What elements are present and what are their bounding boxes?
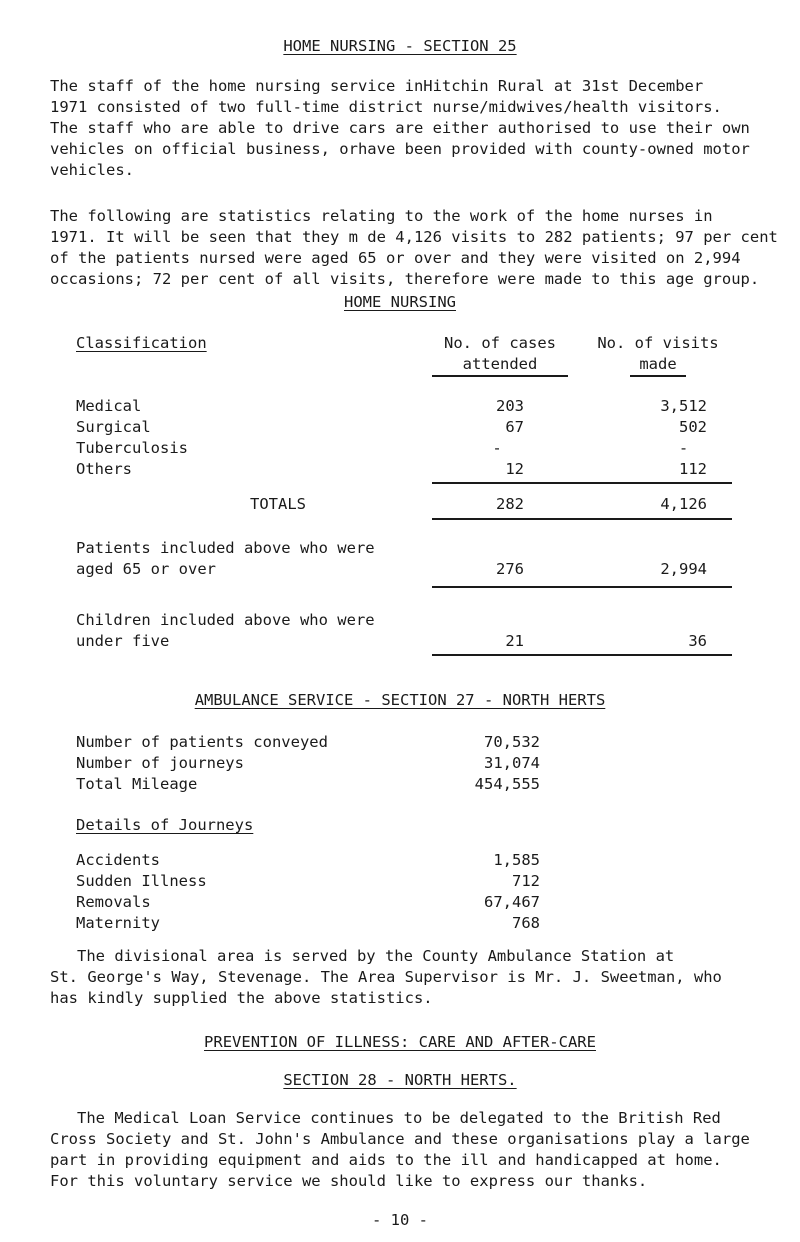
totals-visits: 4,126: [660, 495, 707, 513]
row-visits: 3,512: [660, 397, 707, 415]
row-cases: 203: [496, 397, 524, 415]
summary-label: Number of patients conveyed: [76, 733, 328, 751]
prevention-heading: PREVENTION OF ILLNESS: CARE AND AFTER-CARE: [204, 1033, 596, 1051]
header-underline: [630, 375, 686, 377]
aged-visits: 2,994: [660, 560, 707, 578]
text-line: occasions; 72 per cent of all visits, therefore were made to this age group.: [50, 270, 760, 288]
totals-rule: [432, 518, 732, 520]
detail-value: 768: [512, 914, 540, 932]
text-line: St. George's Way, Stevenage. The Area Supervisor is Mr. J. Sweetman, who: [50, 968, 722, 986]
ambulance-paragraph: [50, 946, 785, 1009]
totals-label: TOTALS: [250, 495, 306, 513]
col-header-visits: No. of visits: [597, 334, 719, 352]
text-line: Cross Society and St. John's Ambulance and these organisations play a large: [50, 1130, 750, 1148]
ambulance-heading: AMBULANCE SERVICE - SECTION 27 - NORTH HERTS: [194, 691, 606, 709]
details-heading: Details of Journeys: [76, 816, 254, 834]
children-rule: [432, 654, 732, 656]
text-line: The staff who are able to drive cars are either authorised to use their own: [50, 119, 750, 137]
detail-label: Sudden Illness: [76, 872, 207, 890]
text-line: has kindly supplied the above statistics.: [50, 989, 433, 1007]
row-cases: 67: [505, 418, 524, 436]
row-cases: 12: [505, 460, 524, 478]
detail-value: 1,585: [493, 851, 540, 869]
summary-value: 70,532: [484, 733, 540, 751]
prevention-paragraph: [50, 1108, 785, 1192]
children-visits: 36: [688, 632, 707, 650]
children-cases: 21: [505, 632, 524, 650]
page-heading: HOME NURSING - SECTION 25: [283, 37, 517, 55]
col-header-cases-sub: attended: [462, 355, 538, 373]
detail-label: Accidents: [76, 851, 160, 869]
text-line: The Medical Loan Service continues to be delegated to the British Red: [77, 1109, 721, 1127]
detail-label: Maternity: [76, 914, 160, 932]
text-line: The following are statistics relating to the work of the home nurses in: [50, 207, 713, 225]
statistics-paragraph: [50, 206, 785, 290]
text-line: vehicles on official business, orhave been provided with county-owned motor: [50, 140, 750, 158]
row-visits: 502: [679, 418, 707, 436]
text-line: part in providing equipment and aids to the ill and handicapped at home.: [50, 1151, 722, 1169]
row-visits: -: [678, 439, 689, 457]
row-cases: -: [492, 439, 502, 457]
row-label: Surgical: [76, 418, 151, 436]
children-label: Children included above who were: [76, 611, 375, 629]
row-visits: 112: [679, 460, 707, 478]
aged-rule: [432, 586, 732, 588]
page-number: - 10 -: [372, 1211, 428, 1229]
detail-value: 712: [512, 872, 540, 890]
aged-cases: 276: [496, 560, 524, 578]
col-header-cases: No. of cases: [444, 334, 556, 352]
text-line: For this voluntary service we should like to express our thanks.: [50, 1172, 648, 1190]
totals-cases: 282: [496, 495, 524, 513]
text-line: The staff of the home nursing service inHitchin Rural at 31st December: [50, 77, 704, 95]
subtotal-rule: [432, 482, 732, 484]
table-title: HOME NURSING: [344, 293, 456, 311]
aged-label: Patients included above who were: [76, 539, 375, 557]
text-line: 1971. It will be seen that they m de 4,126 visits to 282 patients; 97 per cent: [50, 228, 778, 246]
text-line: vehicles.: [50, 161, 134, 179]
text-line: of the patients nursed were aged 65 or over and they were visited on 2,994: [50, 249, 741, 267]
row-label: Medical: [76, 397, 142, 415]
intro-paragraph: [50, 76, 785, 181]
prevention-subheading: SECTION 28 - NORTH HERTS.: [283, 1071, 517, 1089]
row-label: Tuberculosis: [76, 439, 188, 457]
col-header-visits-sub: made: [639, 355, 677, 373]
children-label-cont: under five: [76, 632, 170, 650]
aged-label-cont: aged 65 or over: [76, 560, 216, 578]
row-label: Others: [76, 460, 132, 478]
text-line: The divisional area is served by the County Ambulance Station at: [77, 947, 675, 965]
col-header-classification: Classification: [76, 334, 207, 352]
text-line: 1971 consisted of two full-time district nurse/midwives/health visitors.: [50, 98, 722, 116]
detail-value: 67,467: [484, 893, 540, 911]
detail-label: Removals: [76, 893, 151, 911]
summary-label: Total Mileage: [76, 775, 198, 793]
summary-label: Number of journeys: [76, 754, 244, 772]
header-underline: [432, 375, 568, 377]
summary-value: 454,555: [474, 775, 540, 793]
summary-value: 31,074: [484, 754, 540, 772]
